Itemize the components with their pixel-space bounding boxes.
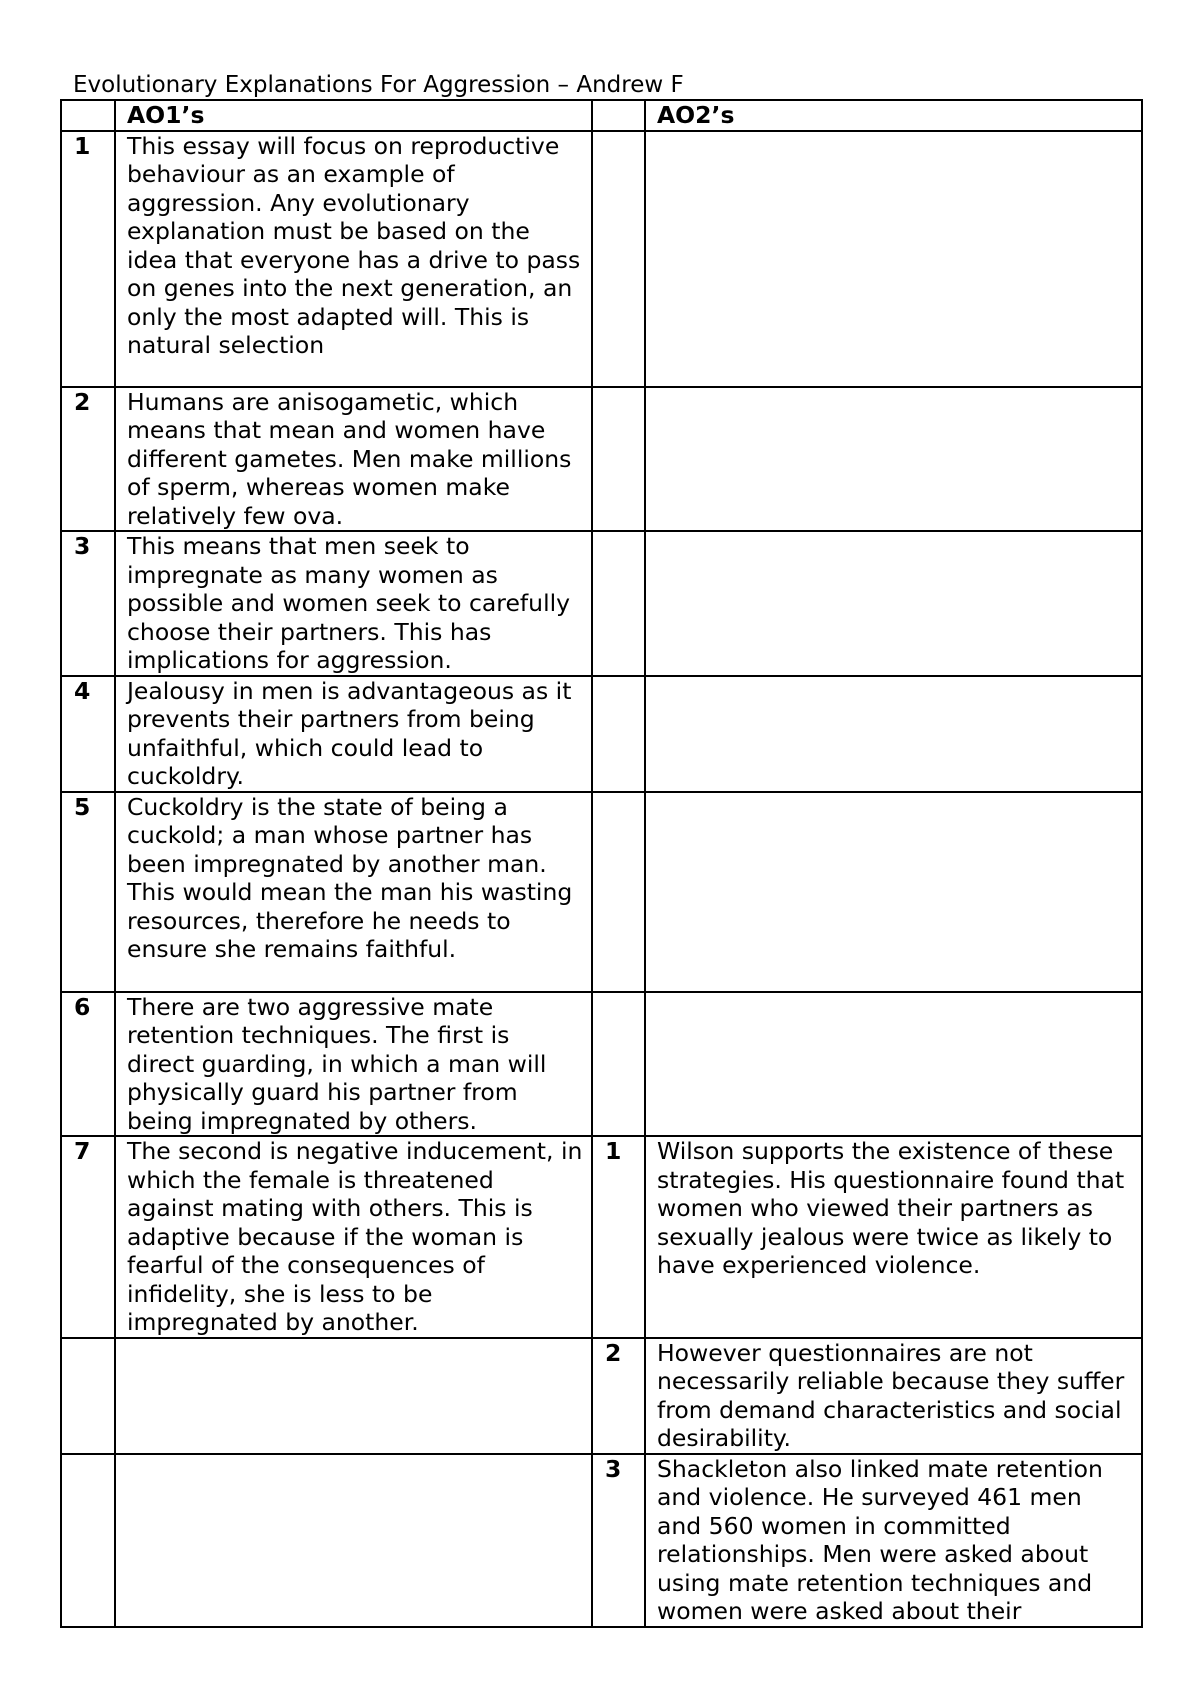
ao1-number: 5 bbox=[61, 792, 115, 992]
header-ao2: AO2’s bbox=[645, 100, 1142, 131]
ao1-number: 3 bbox=[61, 531, 115, 676]
ao2-number: 3 bbox=[592, 1454, 645, 1627]
ao1-cell: Cuckoldry is the state of being a cuckold; a man whose partner has been impregnated by another man. This would mean the man his wasting resources, therefore he needs to ensure she remains faithful. bbox=[115, 792, 592, 992]
ao2-cell: Wilson supports the existence of these strategies. His questionnaire found that women who viewed their partners as sexually jealous were twice as likely to have experienced violence. bbox=[645, 1136, 1142, 1338]
header-ao1: AO1’s bbox=[115, 100, 592, 131]
ao2-cell bbox=[645, 531, 1142, 676]
ao1-number: 1 bbox=[61, 131, 115, 387]
table-row bbox=[61, 1454, 1142, 1627]
table-row bbox=[61, 131, 1142, 387]
table-row bbox=[61, 992, 1142, 1137]
ao1-cell bbox=[115, 1454, 592, 1627]
ao1-cell: Humans are anisogametic, which means that mean and women have different gametes. Men make millions of sperm, whereas women make relatively few ova. bbox=[115, 387, 592, 532]
ao2-number bbox=[592, 131, 645, 387]
header-number-cell-ao2 bbox=[592, 100, 645, 131]
ao2-number bbox=[592, 676, 645, 792]
ao1-number: 7 bbox=[61, 1136, 115, 1338]
ao1-cell: This means that men seek to impregnate as many women as possible and women seek to carefully choose their partners. This has implications for aggression. bbox=[115, 531, 592, 676]
table-row bbox=[61, 792, 1142, 992]
ao2-cell bbox=[645, 131, 1142, 387]
essay-table bbox=[60, 99, 1143, 1628]
document-title: Evolutionary Explanations For Aggression – Andrew F bbox=[73, 72, 684, 98]
ao2-number: 1 bbox=[592, 1136, 645, 1338]
table-row bbox=[61, 1338, 1142, 1454]
table-row bbox=[61, 387, 1142, 532]
ao1-number: 2 bbox=[61, 387, 115, 532]
table-row bbox=[61, 676, 1142, 792]
ao1-number: 4 bbox=[61, 676, 115, 792]
ao2-cell: Shackleton also linked mate retention and violence. He surveyed 461 men and 560 women in committed relationships. Men were asked about using mate retention techniques and women were asked about their bbox=[645, 1454, 1142, 1627]
ao2-number bbox=[592, 531, 645, 676]
header-number-cell-ao1 bbox=[61, 100, 115, 131]
ao2-cell: However questionnaires are not necessarily reliable because they suffer from demand characteristics and social desirability. bbox=[645, 1338, 1142, 1454]
ao1-number bbox=[61, 1338, 115, 1454]
ao1-cell bbox=[115, 1338, 592, 1454]
ao2-number bbox=[592, 387, 645, 532]
table-row bbox=[61, 531, 1142, 676]
ao1-cell: There are two aggressive mate retention techniques. The first is direct guarding, in which a man will physically guard his partner from being impregnated by others. bbox=[115, 992, 592, 1137]
ao1-number bbox=[61, 1454, 115, 1627]
ao2-number bbox=[592, 792, 645, 992]
ao1-cell: The second is negative inducement, in which the female is threatened against mating with others. This is adaptive because if the woman is fearful of the consequences of infidelity, she is less to be impregnated by another. bbox=[115, 1136, 592, 1338]
ao2-cell bbox=[645, 992, 1142, 1137]
ao2-cell bbox=[645, 792, 1142, 992]
ao1-cell: Jealousy in men is advantageous as it prevents their partners from being unfaithful, which could lead to cuckoldry. bbox=[115, 676, 592, 792]
table-header-row bbox=[61, 100, 1142, 131]
table-row bbox=[61, 1136, 1142, 1338]
ao2-cell bbox=[645, 676, 1142, 792]
ao2-cell bbox=[645, 387, 1142, 532]
ao2-number bbox=[592, 992, 645, 1137]
ao1-number: 6 bbox=[61, 992, 115, 1137]
ao1-cell: This essay will focus on reproductive behaviour as an example of aggression. Any evolutionary explanation must be based on the idea that everyone has a drive to pass on genes into the next generation, an only the most adapted will. This is natural selection bbox=[115, 131, 592, 387]
ao2-number: 2 bbox=[592, 1338, 645, 1454]
